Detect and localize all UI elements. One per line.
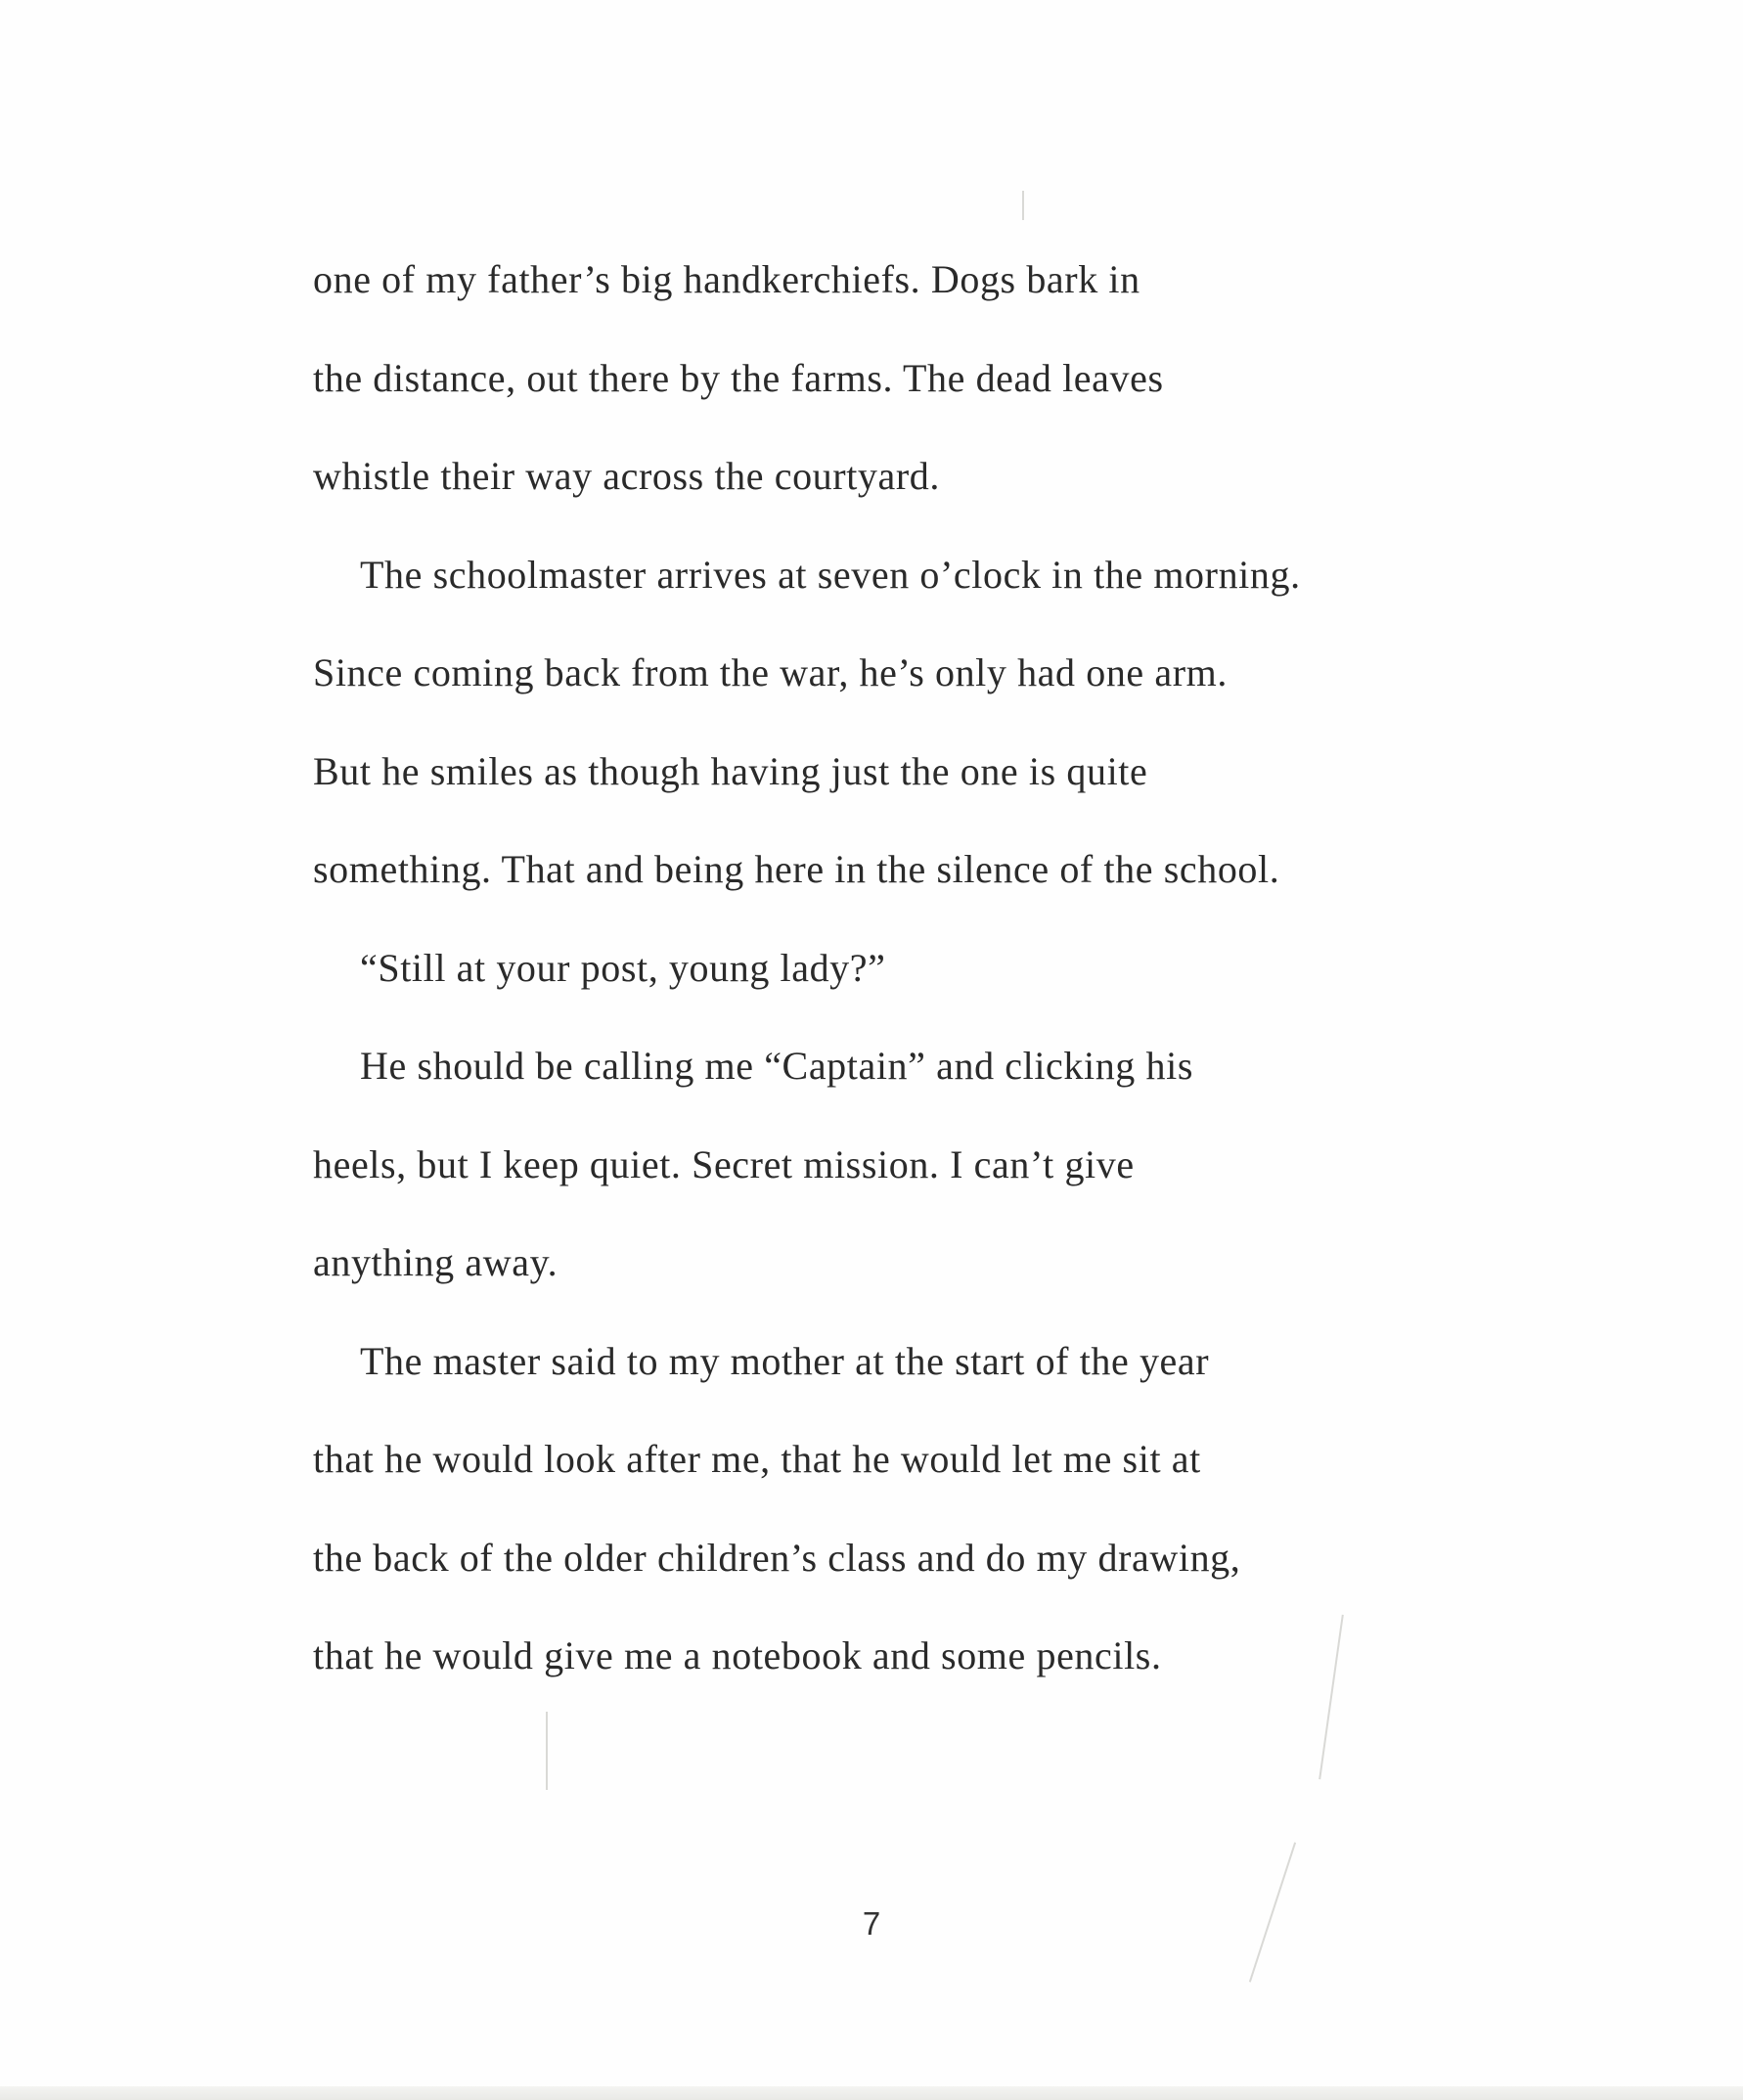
text-line: But he smiles as though having just the one is quite xyxy=(313,748,1148,793)
scan-speck xyxy=(1022,191,1024,220)
page-bottom-edge xyxy=(0,2086,1743,2100)
text-line: one of my father’s big handkerchiefs. Dogs bark in xyxy=(313,257,1140,301)
text-line: that he would look after me, that he would let me sit at xyxy=(313,1437,1201,1481)
text-line: Since coming back from the war, he’s only had one arm. xyxy=(313,650,1228,694)
text-line: The master said to my mother at the start of the year xyxy=(360,1338,1210,1383)
scan-speck xyxy=(546,1712,548,1790)
text-line: the back of the older children’s class and do my drawing, xyxy=(313,1535,1241,1580)
page-number: 7 xyxy=(862,1905,881,1942)
text-line: the distance, out there by the farms. The dead leaves xyxy=(313,355,1164,400)
text-line: that he would give me a notebook and some pencils. xyxy=(313,1633,1162,1677)
text-line: He should be calling me “Captain” and clicking his xyxy=(360,1044,1193,1088)
text-line: heels, but I keep quiet. Secret mission. I can’t give xyxy=(313,1141,1135,1186)
text-line: The schoolmaster arrives at seven o’clock in the morning. xyxy=(360,552,1301,597)
text-line: anything away. xyxy=(313,1240,559,1284)
text-line: “Still at your post, young lady?” xyxy=(360,945,886,990)
text-line: whistle their way across the courtyard. xyxy=(313,454,940,498)
body-text xyxy=(313,245,1585,1720)
text-line: something. That and being here in the silence of the school. xyxy=(313,847,1280,891)
